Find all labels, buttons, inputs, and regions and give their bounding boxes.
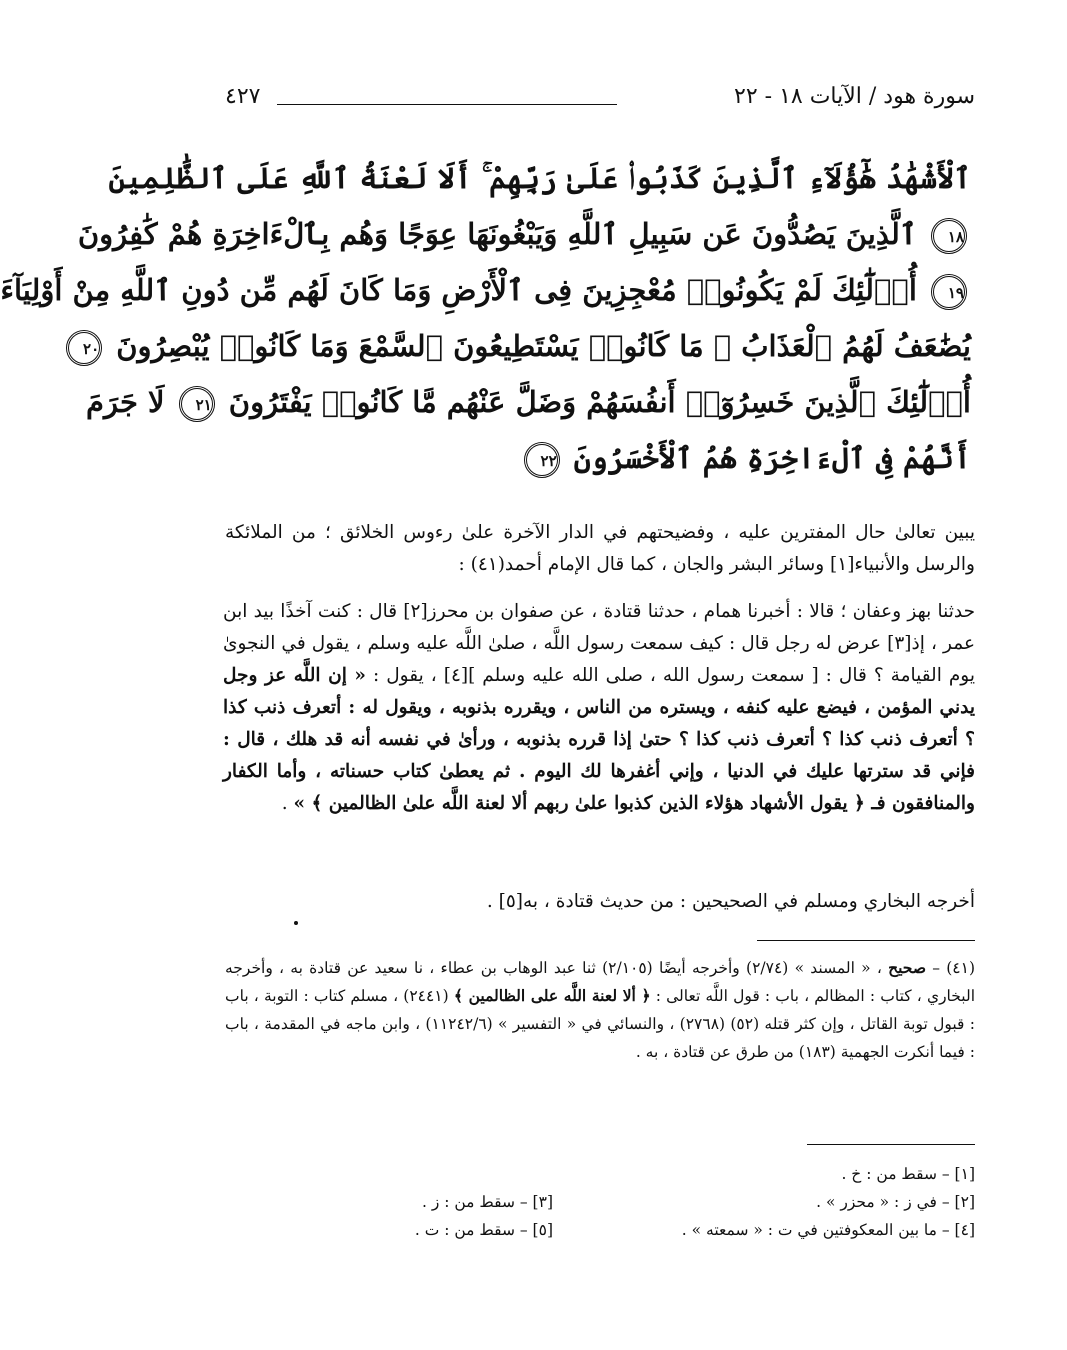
verse-text: يُضَٰعَفُ لَهُمُ ٱلْعَذَابُ ۚ مَا كَانُوا۟ يَسْتَطِيعُونَ ٱلسَّمْعَ وَمَا كَانُوا۟ يُبْصِرُونَ bbox=[116, 329, 971, 363]
footnote-41 bbox=[225, 954, 975, 1066]
quran-line bbox=[235, 430, 971, 486]
variant-row bbox=[225, 1188, 975, 1216]
footnote-text: (٢٤٤١) ، مسلم كتاب : التوبة ، باب : قبول توبة القاتل ، وإن كثر قتله (٥٢) (٢٧٦٨) ، والنسائي في « التفسير » (١١٢٤٢/٦) ، وابن ماجه في المقدمة ، باب : فيما أنكرت الجهمية (١٨٣) من طرق عن قتادة ، به . bbox=[225, 987, 975, 1061]
variant-row bbox=[225, 1216, 975, 1244]
ink-dot bbox=[294, 921, 298, 925]
hadith-chain: حدثنا بهز وعفان ؛ قالا : أخبرنا همام ، حدثنا قتادة ، عن صفوان بن محرز[٢] قال : كنت آخذًا بيد ابن عمر ، إذ[٣] عرض له رجل قال : كيف سمعت رسول اللَّه ، صلىٰ اللَّه عليه وسلم ، يقول في النجوىٰ يوم القيامة ؟ قال : [ سمعت رسول الله ، صلى الله عليه وسلم ][٤] ، يقول : bbox=[223, 601, 975, 686]
verse-text: أَنَّهُمْ فِى ٱلْءَاخِرَةِ هُمُ ٱلْأَخْسَرُونَ bbox=[573, 441, 971, 475]
footnote-number: (٤١) – bbox=[932, 959, 975, 977]
ayah-number-marker: ٢٢ bbox=[524, 442, 560, 478]
variants-divider bbox=[807, 1144, 975, 1145]
hadith-grade: صحيح bbox=[888, 958, 926, 977]
ayah-number-marker: ٢١ bbox=[179, 386, 215, 422]
variant-note: [٥] – سقط من : ت . bbox=[414, 1221, 553, 1239]
page-number: ٤٢٧ bbox=[225, 84, 261, 109]
verse-text: أُو۟لَٰٓئِكَ ٱلَّذِينَ خَسِرُوٓا۟ أَنفُسَهُمْ وَضَلَّ عَنْهُم مَّا كَانُوا۟ يَفْتَرُونَ bbox=[228, 385, 971, 419]
footnote-divider bbox=[757, 940, 975, 941]
ayah-number-marker: ٢٠ bbox=[66, 330, 102, 366]
footnote-text: ، « المسند » (٢/٧٤) وأخرجه أيضًا (٢/١٠٥) ثنا عبد الوهاب بن عطاء ، نا سعيد عن قتادة به ، وأخرجه البخاري ، كتاب : المظالم ، باب : قول اللَّه تعالى : bbox=[225, 959, 975, 1005]
footnote-quote: ﴿ ألا لعنة اللَّه على الظالمين ﴾ bbox=[453, 986, 651, 1005]
takhrij-line: أخرجه البخاري ومسلم في الصحيحين : من حديث قتادة ، به[٥] . bbox=[486, 891, 975, 912]
variant-row bbox=[225, 1160, 975, 1188]
manuscript-variants bbox=[225, 1160, 975, 1244]
quran-line bbox=[77, 206, 971, 262]
hadith-text: « إن اللَّه عز وجل يدني المؤمن ، فيضع عليه كنفه ، ويستره من الناس ، ويقرره بذنوبه ، ويقول له : أتعرف ذنب كذا ؟ أتعرف ذنب كذا ؟ أتعرف ذنب كذا ؟ حتىٰ إذا قرره بذنوبه ، ورأىٰ في نفسه أنه قد هلك ، قال : فإني قد سترتها عليك في الدنيا ، وإني أغفرها لك اليوم . ثم يعطىٰ كتاب حسناته ، وأما الكفار والمنافقون فـ ﴿ يقول الأشهاد هؤلاء الذين كذبوا علىٰ ربهم ألا لعنة اللَّه علىٰ الظالمين ﴾ » bbox=[223, 665, 975, 814]
header-rule bbox=[277, 104, 617, 105]
variant-note: [٢] – في ز : « محزر » . bbox=[816, 1193, 975, 1211]
surah-title: سورة هود / الآيات ١٨ - ٢٢ bbox=[734, 84, 975, 109]
quran-line bbox=[83, 318, 971, 374]
quran-line bbox=[108, 150, 971, 206]
variant-note: [١] – سقط من : خ . bbox=[841, 1165, 975, 1183]
verse-text: ٱلَّذِينَ يَصُدُّونَ عَن سَبِيلِ ٱللَّهِ وَيَبْغُونَهَا عِوَجًا وَهُم بِٱلْءَاخِرَةِ هُمْ كَٰفِرُونَ bbox=[77, 217, 917, 251]
variant-note: [٤] – ما بين المعكوفتين في ت : « سمعته » . bbox=[681, 1221, 975, 1239]
verse-text: ٱلْأَشْهَٰدُ هَٰٓؤُلَآءِ ٱلَّذِينَ كَذَبُوا۟ عَلَىٰ رَبِّهِمْ ۚ أَلَا لَعْنَةُ ٱللَّهِ عَلَى ٱلظَّٰلِمِينَ bbox=[108, 161, 971, 195]
verse-text: أُو۟لَٰٓئِكَ لَمْ يَكُونُوا۟ مُعْجِزِينَ فِى ٱلْأَرْضِ وَمَا كَانَ لَهُم مِّن دُونِ ٱللَّهِ مِنْ أَوْلِيَآءَ bbox=[0, 273, 917, 307]
variant-note: [٣] – سقط من : ز . bbox=[421, 1193, 553, 1211]
page-header bbox=[225, 84, 975, 118]
quran-line bbox=[0, 262, 971, 318]
quran-line bbox=[86, 374, 971, 430]
ayah-number-marker: ١٨ bbox=[931, 218, 967, 254]
ayah-number-marker: ١٩ bbox=[931, 274, 967, 310]
tafsir-intro: يبين تعالىٰ حال المفترين عليه ، وفضيحتهم في الدار الآخرة علىٰ رءوس الخلائق ؛ من الملائكة والرسل والأنبياء[١] وسائر البشر والجان ، كما قال الإمام أحمد(٤١) : bbox=[225, 522, 975, 575]
verse-text: لَا جَرَمَ bbox=[86, 385, 165, 419]
hadith-end: . bbox=[281, 793, 294, 814]
quran-verses bbox=[0, 150, 971, 486]
hadith-paragraph bbox=[223, 596, 975, 820]
